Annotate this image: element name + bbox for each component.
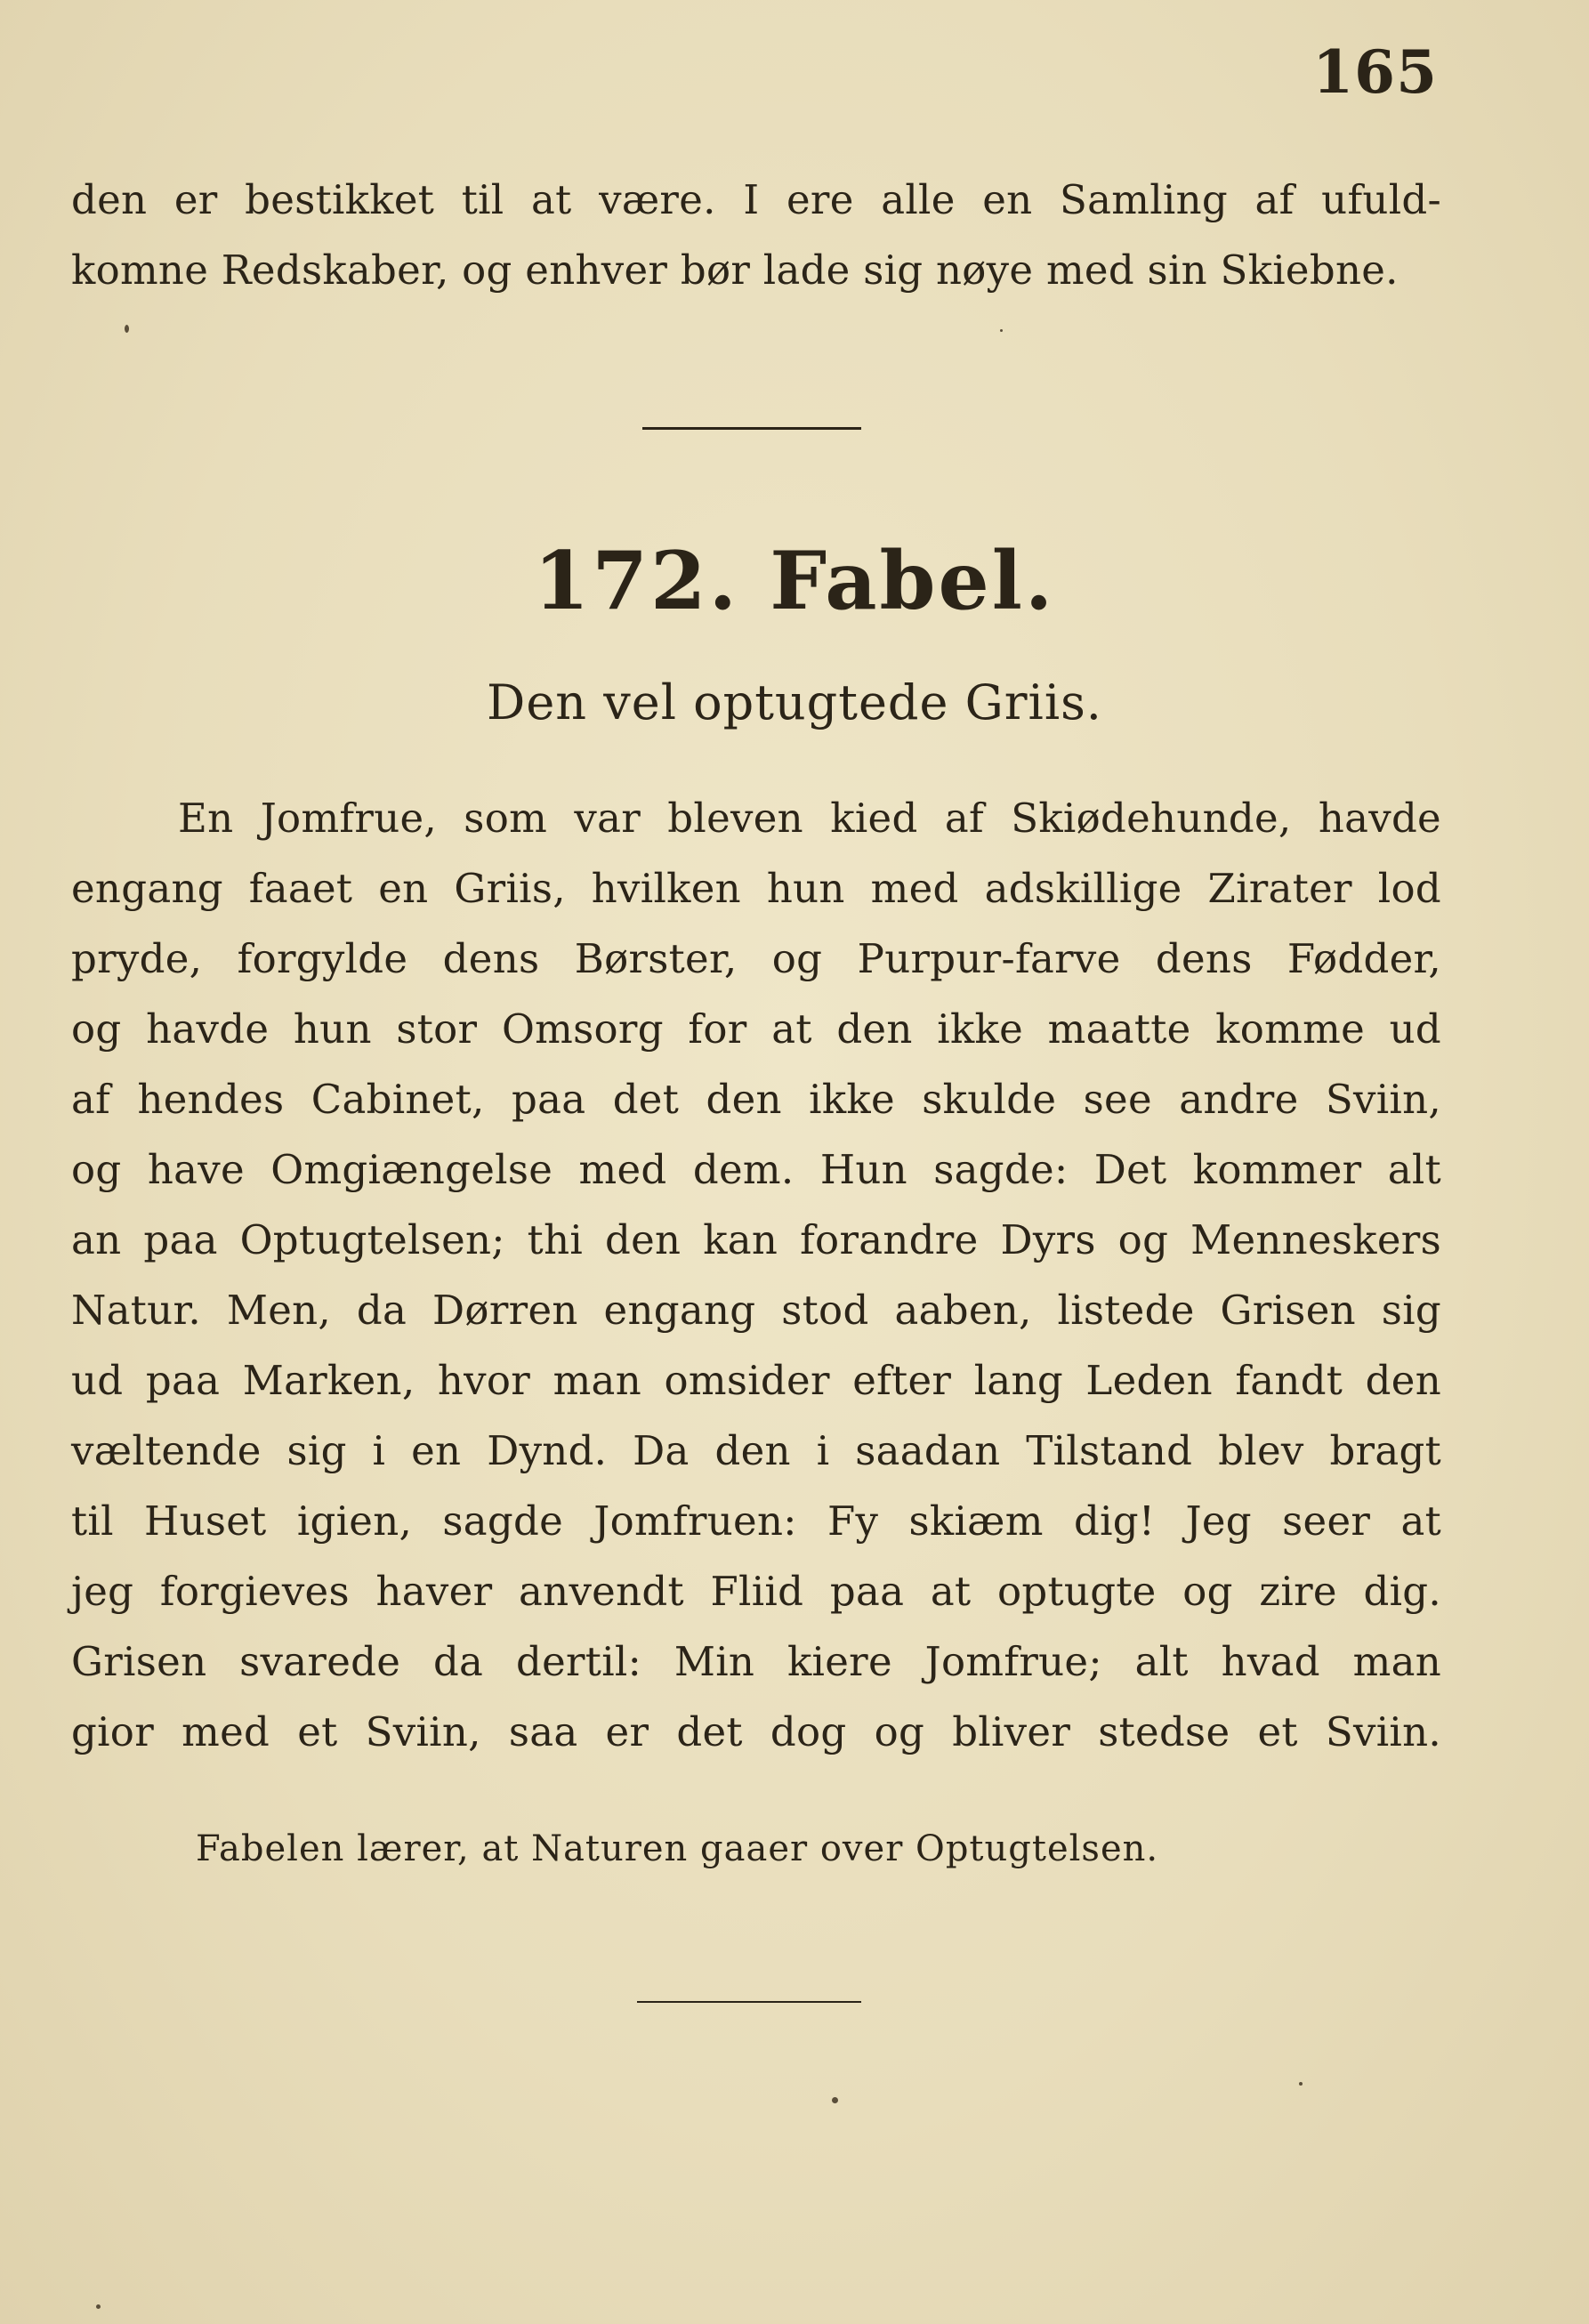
- text-line: pryde, forgylde dens Børster, og Purpur-farve dens Fødder,: [71, 935, 1441, 982]
- paper-speck: [1000, 329, 1003, 332]
- text-line: En Jomfrue, som var bleven kied af Skiødehunde, havde: [178, 795, 1441, 842]
- end-divider: [637, 2001, 861, 2003]
- text-line: den er bestikket til at være. I ere alle en Samling af ufuld-: [71, 176, 1441, 223]
- text-line: væltende sig i en Dynd. Da den i saadan Tilstand blev bragt: [71, 1427, 1441, 1474]
- text-line: Natur. Men, da Dørren engang stod aaben, listede Grisen sig: [71, 1287, 1441, 1334]
- text-line: ud paa Marken, hvor man omsider efter lang Leden fandt den: [71, 1357, 1441, 1404]
- previous-fable-ending: [71, 165, 1441, 305]
- paper-speck: [832, 2097, 838, 2103]
- fable-body: [71, 783, 1441, 1767]
- paper-speck: [1299, 2082, 1303, 2086]
- fable-title: 172. Fabel.: [533, 534, 1056, 628]
- paper-speck: [125, 325, 129, 333]
- text-line: komne Redskaber, og enhver bør lade sig nøye med sin Skiebne.: [71, 246, 1399, 294]
- paper-speck: [96, 2304, 101, 2309]
- text-line: og have Omgiængelse med dem. Hun sagde: Det kommer alt: [71, 1146, 1441, 1193]
- text-line: Grisen svarede da dertil: Min kiere Jomfrue; alt hvad man: [71, 1638, 1441, 1685]
- text-line: engang faaet en Griis, hvilken hun med adskillige Zirater lod: [71, 865, 1441, 912]
- page-number: 165: [1312, 37, 1438, 107]
- text-line: gior med et Sviin, saa er det dog og bliver stedse et Sviin.: [71, 1708, 1441, 1755]
- text-line: og havde hun stor Omsorg for at den ikke maatte komme ud: [71, 1005, 1441, 1053]
- fable-subtitle: Den vel optugtede Griis.: [487, 674, 1102, 730]
- text-line: jeg forgieves haver anvendt Fliid paa at optugte og zire dig.: [71, 1568, 1441, 1615]
- text-line: af hendes Cabinet, paa det den ikke skulde see andre Sviin,: [71, 1076, 1441, 1123]
- text-line: an paa Optugtelsen; thi den kan forandre Dyrs og Menneskers: [71, 1216, 1441, 1263]
- section-divider: [642, 427, 861, 430]
- text-line: til Huset igien, sagde Jomfruen: Fy skiæm dig! Jeg seer at: [71, 1497, 1441, 1545]
- fable-moral: Fabelen lærer, at Naturen gaaer over Optugtelsen.: [196, 1828, 1159, 1869]
